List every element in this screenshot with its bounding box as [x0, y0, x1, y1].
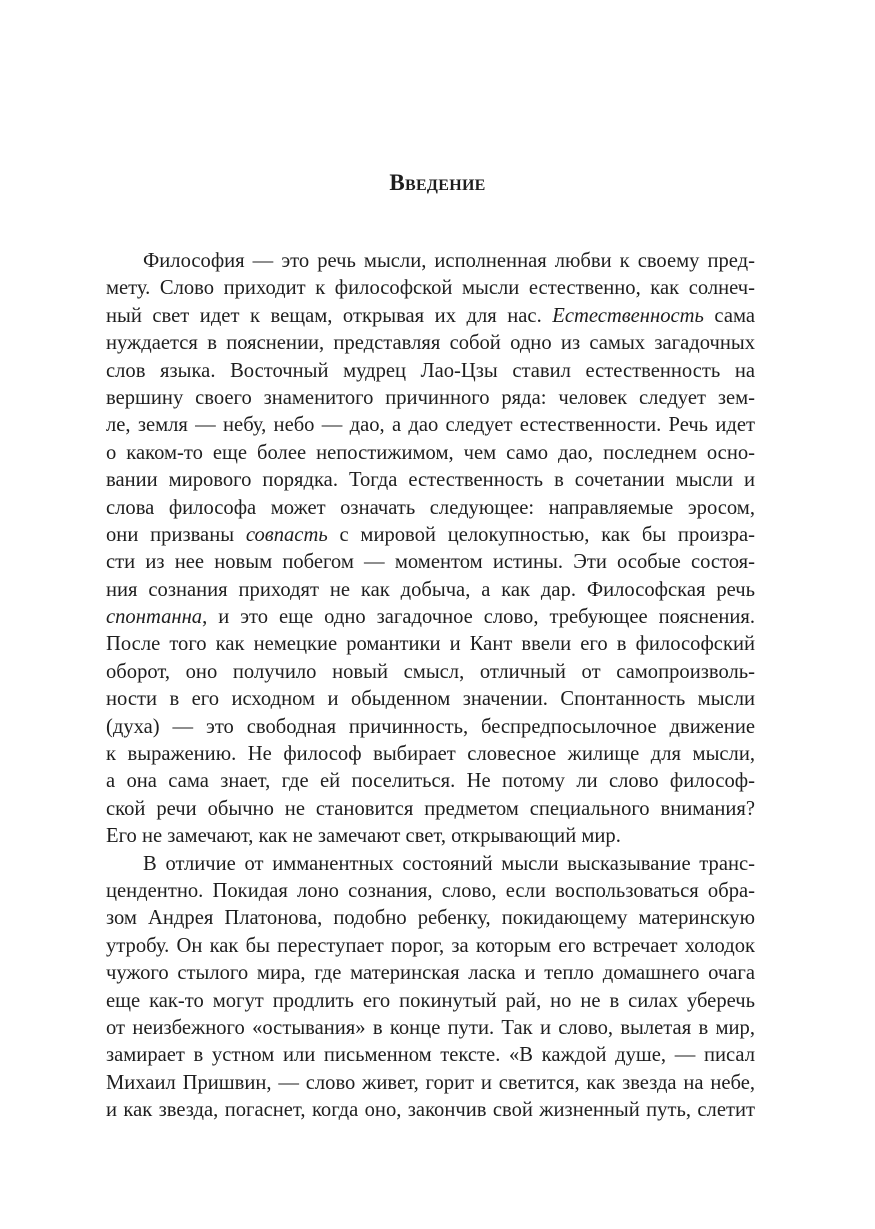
- text-line: [106, 714, 755, 741]
- text-span: вании мирового порядка. Тогда естественность в сочетании мысли и: [106, 469, 755, 492]
- text-span: к выражению. Не философ выбирает словесное жилище для мысли,: [106, 743, 755, 766]
- text-line: [106, 358, 755, 385]
- text-line: [106, 604, 755, 631]
- italic-term: спонтанна: [106, 606, 203, 629]
- text-line: [106, 385, 755, 412]
- text-span: сама: [703, 304, 755, 327]
- text-line: [106, 933, 755, 960]
- text-line: [106, 823, 755, 850]
- text-line: [106, 495, 755, 522]
- text-span: с мировой целокупностью, как бы произра-: [327, 523, 755, 546]
- text-span: еще как-то могут продлить его покинутый рай, но не в силах уберечь: [106, 989, 755, 1012]
- text-span: ской речи обычно не становится предметом специального внимания?: [106, 797, 755, 820]
- text-line: [106, 1070, 755, 1097]
- text-span: цендентно. Покидая лоно сознания, слово, если воспользоваться обра-: [106, 879, 755, 902]
- text-line: [106, 275, 755, 302]
- text-line: [106, 988, 755, 1015]
- text-span: слов языка. Восточный мудрец Лао-Цзы ставил естественность на: [106, 359, 755, 382]
- text-line: [106, 549, 755, 576]
- text-span: мету. Слово приходит к философской мысли естественно, как солнеч-: [106, 277, 755, 300]
- text-line: [106, 577, 755, 604]
- text-line: [106, 1097, 755, 1124]
- text-span: (духа) — это свободная причинность, беспредпосылочное движение: [106, 715, 755, 738]
- text-span: замирает в устном или письменном тексте. «В каждой душе, — писал: [106, 1044, 755, 1067]
- text-line: [106, 631, 755, 658]
- text-span: ле, земля — небу, небо — дао, а дао следует естественности. Речь идет: [106, 414, 755, 437]
- text-span: чужого стылого мира, где материнская ласка и тепло домашнего очага: [106, 962, 755, 985]
- text-line: [106, 440, 755, 467]
- text-span: В отличие от имманентных состояний мысли высказывание транс-: [143, 852, 755, 875]
- text-line: [106, 303, 755, 330]
- text-span: о каком-то еще более непостижимом, чем само дао, последнем осно-: [106, 441, 755, 464]
- text-span: нуждается в пояснении, представляя собой одно из самых загадочных: [106, 332, 755, 355]
- text-line: [106, 467, 755, 494]
- text-line: [106, 851, 755, 878]
- text-line: [106, 686, 755, 713]
- text-line: [106, 741, 755, 768]
- text-span: слова философа может означать следующее: направляемые эросом,: [106, 496, 755, 519]
- italic-term: совпасть: [245, 523, 328, 546]
- text-span: , и это еще одно загадочное слово, требующее пояснения.: [202, 606, 755, 629]
- text-line: [106, 796, 755, 823]
- text-span: ности в его исходном и обыденном значении. Спонтанность мысли: [106, 688, 755, 711]
- text-span: Его не замечают, как не замечают свет, открывающий мир.: [106, 825, 621, 848]
- text-span: вершину своего знаменитого причинного ряда: человек следует зем-: [106, 386, 755, 409]
- text-span: сти из нее новым побегом — моментом истины. Эти особые состоя-: [106, 551, 755, 574]
- text-span: ния сознания приходят не как добыча, а как дар. Философская речь: [106, 578, 755, 601]
- text-span: ный свет идет к вещам, открывая их для нас.: [106, 304, 553, 327]
- text-span: Михаил Пришвин, — слово живет, горит и светится, как звезда на небе,: [106, 1071, 755, 1094]
- text-span: Философия — это речь мысли, исполненная любви к своему пред-: [143, 250, 755, 272]
- text-line: [106, 659, 755, 686]
- text-span: а она сама знает, где ей поселиться. Не потому ли слово философ-: [106, 770, 755, 793]
- body-text: [106, 248, 755, 1125]
- text-span: и как звезда, погаснет, когда оно, закончив свой жизненный путь, слетит: [106, 1099, 755, 1122]
- text-line: [106, 522, 755, 549]
- text-line: [106, 1015, 755, 1042]
- text-span: от неизбежного «остывания» в конце пути. Так и слово, вылетая в мир,: [106, 1016, 755, 1039]
- italic-term: Естественность: [552, 304, 704, 327]
- text-span: зом Андрея Платонова, подобно ребенку, покидающему материнскую: [106, 907, 755, 930]
- text-line: [106, 412, 755, 439]
- text-line: [106, 960, 755, 987]
- chapter-title: Введение: [389, 170, 486, 195]
- text-line: [106, 878, 755, 905]
- text-line: [106, 1042, 755, 1069]
- text-line: [106, 768, 755, 795]
- text-span: они призваны: [106, 523, 246, 546]
- text-line: [106, 905, 755, 932]
- text-span: утробу. Он как бы переступает порог, за которым его встречает холодок: [106, 934, 755, 957]
- text-span: После того как немецкие романтики и Кант ввели его в философский: [106, 633, 755, 656]
- text-line: [106, 330, 755, 357]
- text-line: [106, 248, 755, 275]
- text-span: оборот, оно получило новый смысл, отличный от самопроизволь-: [106, 660, 755, 683]
